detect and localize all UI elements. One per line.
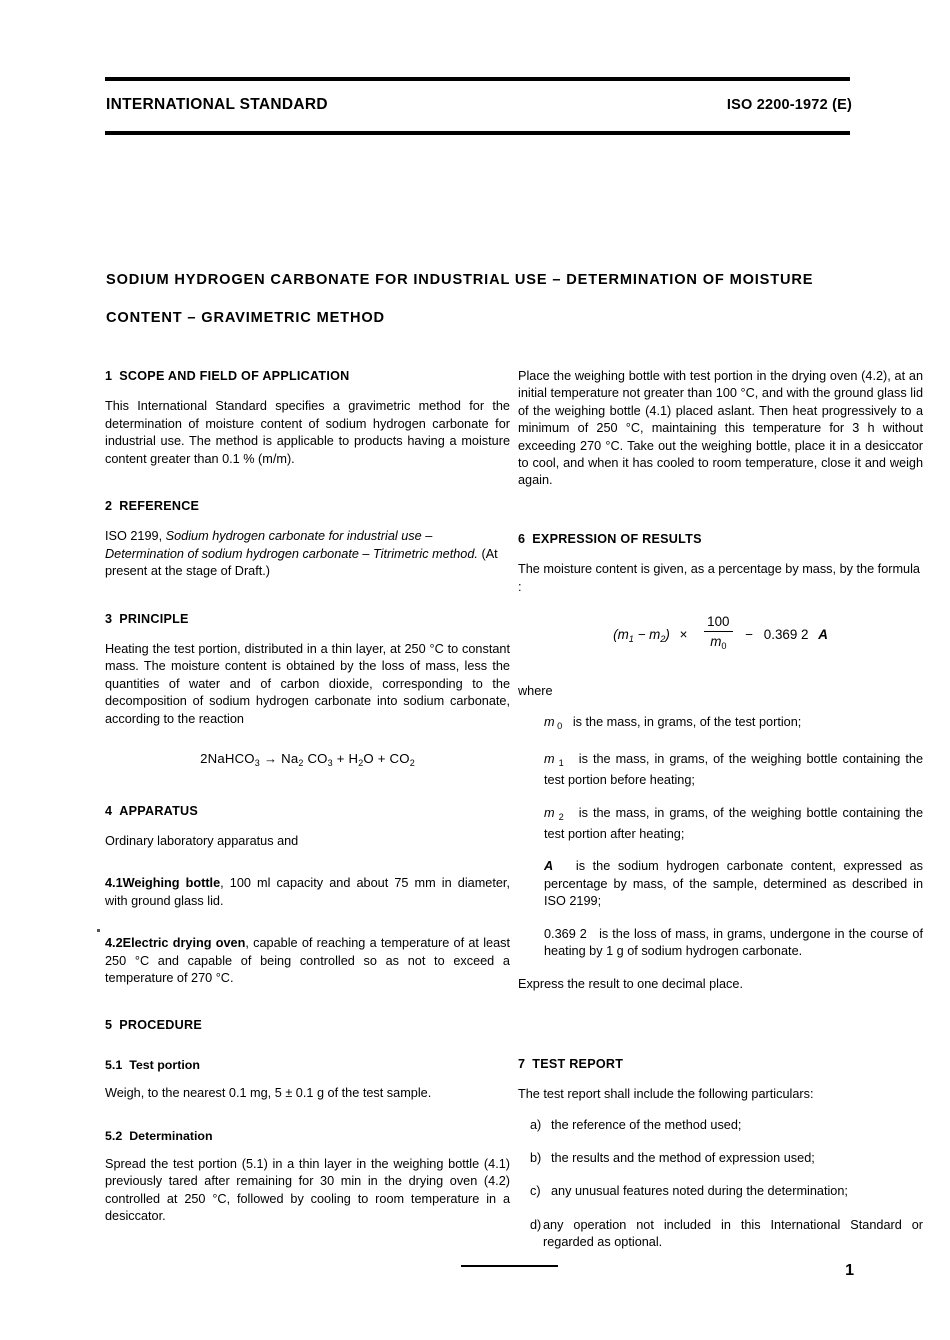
definition-m0-text: is the mass, in grams, of the test portion; [572, 715, 802, 730]
definition-m2-text: is the mass, in grams, of the weighing bottle containing the test portion after heating; [544, 805, 924, 841]
section-expression-title: EXPRESSION OF RESULTS [532, 531, 702, 546]
test-report-intro: The test report shall include the following particulars: [518, 1087, 814, 1102]
header-rule-top [105, 77, 850, 81]
footer-rule [461, 1265, 558, 1267]
test-report-item-a-text: the reference of the method used; [551, 1117, 742, 1132]
apparatus-item-text-42: , capable of reaching a temperature of at least 250 °C and capable of being controlled so as not to exceed a temperature of 270 °C. [105, 936, 511, 985]
section-scope-paragraph: This International Standard specifies a gravimetric method for the determination of moisture content of sodium hydrogen carbonate for industrial use. The method is applicable to products having a moisture content greater than 0.1 % (m/m). [105, 399, 510, 466]
section-scope-number: 1 [105, 369, 113, 383]
expression-intro: The moisture content is given, as a percentage by mass, by the formula : [518, 562, 920, 594]
test-report-item-c-text: any unusual features noted during the determination; [551, 1184, 848, 1199]
formula-constant: 0.369 2 [763, 627, 809, 643]
determination-paragraph-continued: Place the weighing bottle with test portion in the drying oven (4.2), at an initial temperature not greater than 100 °C, and with the ground glass lid of the weighing bottle (4.1) placed aslant. Then heat progressively to a minimum of 250 °C, maintaining this temperature for 3 h without exceeding 270 °C. Take out the weighing bottle, place it in a desiccator to cool, and when it has cooled to room temperature, close it and weigh again. [518, 369, 923, 488]
apparatus-item-drying-oven [105, 935, 510, 987]
apparatus-item-term-41: Weighing bottle [122, 876, 221, 891]
apparatus-item-number-42: 4.2 [105, 936, 123, 951]
document-title-line-2: CONTENT – GRAVIMETRIC METHOD [106, 310, 385, 326]
section-apparatus-number: 4 [105, 803, 113, 818]
section-procedure-heading [105, 1017, 510, 1034]
section-reference-title: REFERENCE [119, 499, 200, 514]
definition-constant-symbol: 0.369 2 [544, 926, 587, 941]
definition-a-symbol: A [544, 859, 554, 874]
section-apparatus-heading [105, 803, 510, 820]
document-title-line-1: SODIUM HYDROGEN CARBONATE FOR INDUSTRIAL USE – DETERMINATION OF MOISTURE [106, 272, 814, 288]
subsection-determination-paragraph: Spread the test portion (5.1) in a thin layer in the weighing bottle (4.1) previously tared after remaining for 30 min in the drying oven (4.2) controlled at 250 °C, followed by cooling to room temperature in a desiccator. [105, 1156, 510, 1224]
test-report-item-d-label: d) [530, 1217, 542, 1232]
subsection-determination-number: 5.2 [105, 1128, 123, 1143]
scan-artifact-speck [97, 929, 100, 932]
reference-italic-title: Sodium hydrogen carbonate for industrial use – Determination of sodium hydrogen carbonate – Titrimetric method. [105, 529, 478, 561]
test-report-item-a-label: a) [530, 1117, 542, 1132]
header-rule-bottom [105, 131, 850, 135]
test-report-item-b-label: b) [530, 1150, 542, 1165]
apparatus-item-number-41: 4.1 [105, 876, 123, 891]
formula-denominator: $m_0$ [710, 634, 727, 652]
test-report-item-c [518, 1183, 923, 1200]
document-title [106, 261, 866, 337]
section-principle-heading [105, 611, 510, 628]
definition-a-text: is the sodium hydrogen carbonate content, expressed as percentage by mass, of the sample, determined as described in ISO 2199; [544, 859, 923, 909]
subsection-test-portion-paragraph: Weigh, to the nearest 0.1 mg, 5 ± 0.1 g of the test sample. [105, 1086, 432, 1101]
apparatus-item-weighing-bottle [105, 875, 510, 910]
test-report-item-d [518, 1217, 923, 1252]
test-report-item-c-label: c) [530, 1184, 541, 1199]
section-scope-heading [105, 368, 510, 385]
subsection-test-portion-title: Test portion [129, 1057, 200, 1072]
test-report-item-list [518, 1117, 923, 1252]
section-reference [105, 498, 510, 581]
section-test-report-title: TEST REPORT [532, 1056, 624, 1071]
apparatus-item-term-42: Electric drying oven [122, 936, 246, 951]
section-procedure-number: 5 [105, 1018, 113, 1033]
section-apparatus-title: APPARATUS [119, 803, 199, 818]
definition-constant-text: is the loss of mass, in grams, undergone in the course of heating by 1 g of sodium hydrogen carbonate. [544, 926, 923, 958]
definition-a [518, 858, 923, 910]
definition-constant [518, 926, 923, 961]
expression-closing: Express the result to one decimal place. [518, 977, 743, 992]
formula-variable-a: A [818, 627, 828, 643]
section-procedure-title: PROCEDURE [119, 1018, 202, 1033]
subsection-determination-heading [105, 1128, 510, 1145]
subsection-determination-title: Determination [129, 1128, 213, 1143]
reference-suffix: (At present at the stage of Draft.) [105, 546, 498, 579]
section-expression-of-results [518, 531, 923, 994]
section-principle-number: 3 [105, 611, 113, 626]
section-principle-paragraph: Heating the test portion, distributed in a thin layer, at 250 °C to constant mass. The moisture content is obtained by the loss of mass, less the quantities of water and of carbon dioxide, corresponding to the decomposition of sodium hydrogen carbonate into sodium carbonate, according to the reaction [105, 642, 510, 726]
subsection-test-portion-heading [105, 1057, 510, 1074]
section-principle [105, 611, 510, 773]
definition-m1-text: is the mass, in grams, of the weighing bottle containing the test portion before heating; [544, 751, 924, 788]
page-number: 1 [845, 1262, 854, 1279]
section-reference-paragraph [105, 528, 510, 580]
apparatus-item-text-41: , 100 ml capacity and about 75 mm in diameter, with ground glass lid. [105, 876, 510, 908]
where-label: where [518, 683, 553, 698]
header-left-label: INTERNATIONAL STANDARD [106, 96, 328, 113]
definition-m0: m $_0$ is the mass, in grams, of the test portion; [544, 715, 802, 732]
section-expression-number: 6 [518, 531, 526, 546]
formula-fraction [704, 613, 732, 656]
definition-m1: m $_1$ is the mass, in grams, of the weighing bottle containing the test portion before heating; [544, 751, 924, 788]
section-reference-number: 2 [105, 499, 113, 514]
reference-prefix: ISO 2199, [105, 529, 166, 544]
section-reference-heading [105, 498, 510, 515]
test-report-item-b [518, 1150, 923, 1167]
symbol-definition-list [518, 714, 923, 960]
section-test-report-heading [518, 1056, 923, 1073]
moisture-content-formula: $(m_1 - m_2)$ × $\frac{100}{m_0}$ − 0.369 2 A [518, 614, 923, 657]
header-standard-number: ISO 2200-1972 (E) [726, 97, 852, 113]
test-report-item-a [518, 1117, 923, 1134]
test-report-item-b-text: the results and the method of expression used; [551, 1150, 815, 1165]
apparatus-intro: Ordinary laboratory apparatus and [105, 833, 299, 848]
section-apparatus [105, 803, 510, 988]
section-scope-title: SCOPE AND FIELD OF APPLICATION [119, 369, 350, 383]
section-expression-heading [518, 531, 923, 548]
section-scope [105, 368, 510, 468]
section-test-report-number: 7 [518, 1056, 526, 1071]
section-principle-title: PRINCIPLE [119, 611, 189, 626]
left-column [105, 368, 510, 1256]
test-report-item-d-text: any operation not included in this International Standard or regarded as optional. [543, 1217, 923, 1250]
subsection-test-portion-number: 5.1 [105, 1057, 123, 1072]
chemical-reaction-equation: 2NaHCO$_3$ → $Na_2$ $CO_3 + H_2O + CO_2$ [200, 751, 415, 769]
section-test-report [518, 1056, 923, 1252]
definition-m2: m $_2$ is the mass, in grams, of the weighing bottle containing the test portion after heating; [544, 805, 924, 841]
formula-numerator: 100 [704, 613, 732, 632]
right-column [518, 368, 923, 1282]
section-procedure [105, 1017, 510, 1225]
